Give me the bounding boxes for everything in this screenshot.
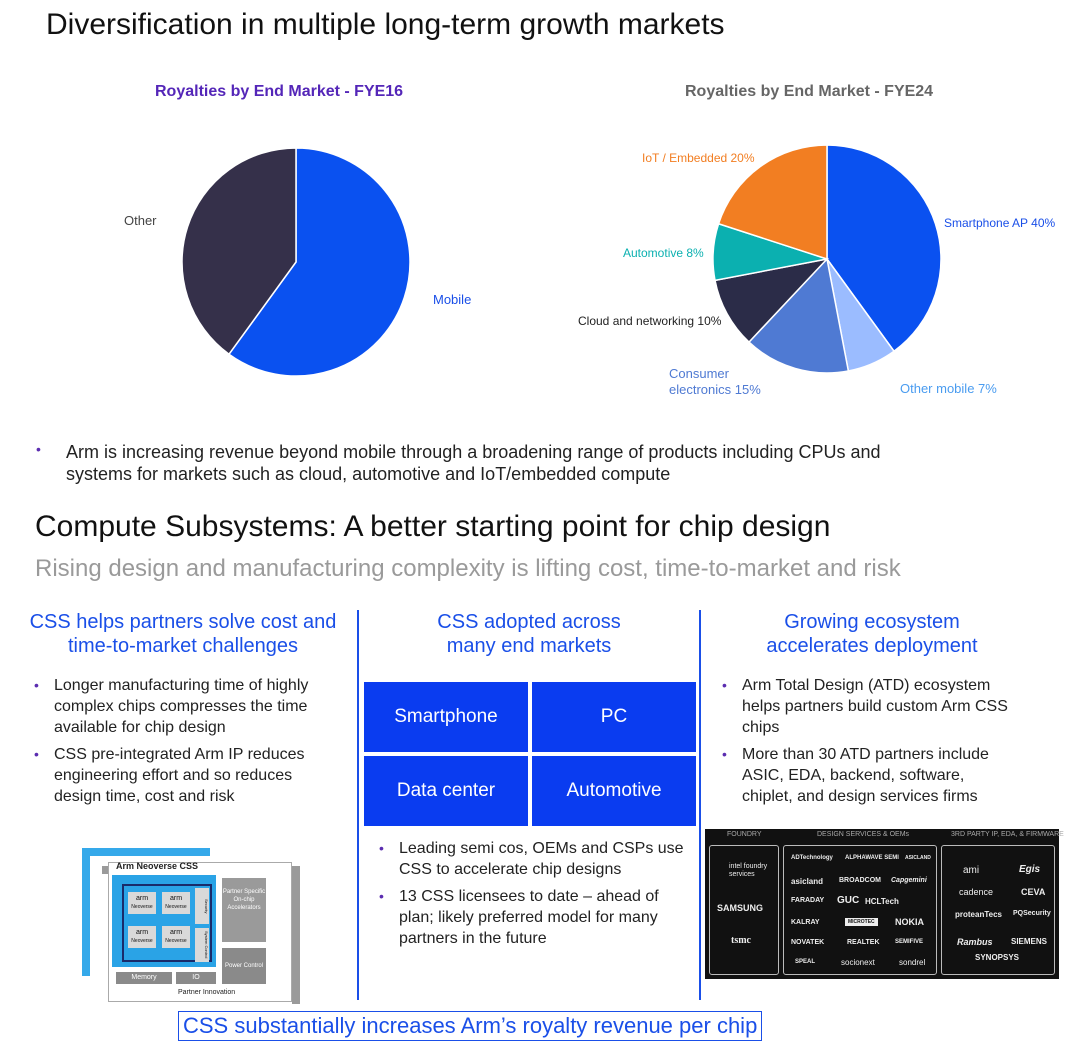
logo-asicland-emblem: ASICLAND xyxy=(905,855,931,861)
col1-bullet: • CSS pre-integrated Arm IP reduces engineering effort and so reduces design time, cost and risk xyxy=(28,744,333,807)
summary-bullet xyxy=(36,441,1056,485)
pie-fye16 xyxy=(182,148,410,376)
security-block: Security xyxy=(195,888,209,924)
logo-realtek: REALTEK xyxy=(847,939,880,946)
summary-line-1: Arm is increasing revenue beyond mobile through a broadening range of products including CPUs and xyxy=(66,442,881,462)
pie1-label-other: Other xyxy=(124,213,157,228)
neoverse-core-label: Neoverse xyxy=(131,938,153,944)
logo-sondrel: sondrel xyxy=(899,958,926,967)
page-title: Diversification in multiple long-term growth markets xyxy=(46,8,725,41)
col1-heading xyxy=(8,610,358,658)
divider-2 xyxy=(699,610,701,1000)
panel-head-third: 3RD PARTY IP, EDA, & FIRMWARE xyxy=(951,831,1064,838)
logo-proteantecs: proteanTecs xyxy=(955,910,1002,919)
col3-bullets xyxy=(716,675,1016,813)
arm-core-label: arm xyxy=(135,929,149,936)
chart-title-fye16: Royalties by End Market - FYE16 xyxy=(155,83,404,100)
neoverse-css-diagram xyxy=(82,848,302,1006)
col2-heading-line1: CSS adopted across xyxy=(437,611,621,633)
neoverse-core-label: Neoverse xyxy=(165,938,187,944)
panel-head-design: DESIGN SERVICES & OEMs xyxy=(817,831,910,838)
pie2-label-cloud: Cloud and networking 10% xyxy=(578,314,722,328)
col1-heading-line1: CSS helps partners solve cost and xyxy=(29,611,337,633)
memory-block: Memory xyxy=(116,972,172,984)
logo-adtechnology: ADTechnology xyxy=(791,855,833,861)
logo-synopsys: SYNOPSYS xyxy=(975,953,1020,962)
logo-pqsecurity: PQSecurity xyxy=(1013,910,1051,917)
logo-alphawave: ALPHAWAVE SEMI xyxy=(845,855,899,861)
logo-asicland: asicland xyxy=(791,877,824,886)
atd-partner-panel xyxy=(705,829,1064,979)
tile-smartphone: Smartphone xyxy=(364,682,528,752)
logo-capgemini: Capgemini xyxy=(891,877,927,884)
col3-heading-line2: accelerates deployment xyxy=(766,635,978,657)
tile-automotive: Automotive xyxy=(532,756,696,826)
logo-cadence: cadence xyxy=(959,887,994,897)
logo-egis: Egis xyxy=(1019,864,1041,875)
logo-faraday: FARADAY xyxy=(791,897,825,904)
pie2-label-iot: IoT / Embedded 20% xyxy=(642,151,755,165)
logo-ami: ami xyxy=(963,865,980,876)
pie-fye24 xyxy=(713,145,941,373)
arm-core-block xyxy=(128,892,156,914)
chart-title-fye24: Royalties by End Market - FYE24 xyxy=(685,83,934,100)
logo-socionext: socionext xyxy=(841,958,875,967)
logo-novatek: NOVATEK xyxy=(791,939,825,946)
pie2-label-consumer-line2: electronics 15% xyxy=(669,382,761,397)
arm-core-block xyxy=(128,926,156,948)
col3-heading xyxy=(702,610,1042,658)
pie2-label-consumer xyxy=(669,366,761,398)
pie2-label-automotive: Automotive 8% xyxy=(623,246,704,260)
logo-siemens: SIEMENS xyxy=(1011,937,1048,946)
logo-ceva: CEVA xyxy=(1021,887,1046,897)
logo-microtec: MICROTEC xyxy=(845,918,878,926)
col2-heading xyxy=(360,610,698,658)
neoverse-core-label: Neoverse xyxy=(131,904,153,910)
arm-core-block xyxy=(162,892,190,914)
io-block: IO xyxy=(176,972,216,984)
tile-data-center: Data center xyxy=(364,756,528,826)
col3-heading-line1: Growing ecosystem xyxy=(784,611,960,633)
col3-bullet: • Arm Total Design (ATD) ecosystem helps partners build custom Arm CSS chips xyxy=(716,675,1016,738)
col2-heading-line2: many end markets xyxy=(446,635,612,657)
logo-semifive: SEMIFIVE xyxy=(895,939,924,945)
col3-bullet: • More than 30 ATD partners include ASIC, EDA, backend, software, chiplet, and design services firms xyxy=(716,744,1016,807)
summary-line-2: systems for markets such as cloud, automotive and IoT/embedded compute xyxy=(66,464,671,484)
tile-pc: PC xyxy=(532,682,696,752)
logo-intel: intel foundry services xyxy=(729,863,768,878)
col2-bullet: • 13 CSS licensees to date – ahead of plan; likely preferred model for many partners in the future xyxy=(373,886,688,949)
logo-guc: GUC xyxy=(837,895,860,906)
partner-innovation-label: Partner Innovation xyxy=(178,989,236,996)
bullet-dot: • xyxy=(36,441,41,457)
col1-bullet: • Longer manufacturing time of highly complex chips compresses the time available for chip design xyxy=(28,675,333,738)
logo-speal: SPEAL xyxy=(795,959,816,965)
logo-hcltech: HCLTech xyxy=(865,897,899,906)
system-control-block: System Control xyxy=(195,928,209,962)
logo-rambus: Rambus xyxy=(957,937,993,947)
col2-bullets xyxy=(373,838,688,955)
arm-core-block xyxy=(162,926,190,948)
arm-core-label: arm xyxy=(169,895,183,902)
arm-core-label: arm xyxy=(169,929,183,936)
logo-broadcom: BROADCOM xyxy=(839,877,881,884)
css-subtitle: Rising design and manufacturing complexity is lifting cost, time-to-market and risk xyxy=(35,555,901,582)
pie1-label-mobile: Mobile xyxy=(433,292,472,307)
col2-bullet: • Leading semi cos, OEMs and CSPs use CSS to accelerate chip designs xyxy=(373,838,688,880)
neoverse-core-label: Neoverse xyxy=(165,904,187,910)
pie2-label-other-mobile: Other mobile 7% xyxy=(900,381,997,396)
pie2-label-smartphone: Smartphone AP 40% xyxy=(944,216,1056,230)
footer-banner: CSS substantially increases Arm’s royalty revenue per chip xyxy=(178,1011,762,1041)
diagram-title: Arm Neoverse CSS xyxy=(116,861,199,871)
logo-nokia: NOKIA xyxy=(895,917,924,927)
logo-kalray: KALRAY xyxy=(791,919,820,926)
partner-accel-block: Partner Specific On-chip Accelerators xyxy=(222,878,266,942)
logo-tsmc: tsmc xyxy=(731,935,751,946)
logo-samsung: SAMSUNG xyxy=(717,903,764,913)
power-control-block: Power Control xyxy=(222,948,266,984)
pie2-label-consumer-line1: Consumer xyxy=(669,366,729,381)
col1-heading-line2: time-to-market challenges xyxy=(67,635,299,657)
pie-charts xyxy=(0,110,1080,410)
col1-bullets xyxy=(28,675,333,813)
arm-core-label: arm xyxy=(135,895,149,902)
panel-head-foundry: FOUNDRY xyxy=(727,831,762,838)
divider-1 xyxy=(357,610,359,1000)
css-title: Compute Subsystems: A better starting point for chip design xyxy=(35,510,831,543)
